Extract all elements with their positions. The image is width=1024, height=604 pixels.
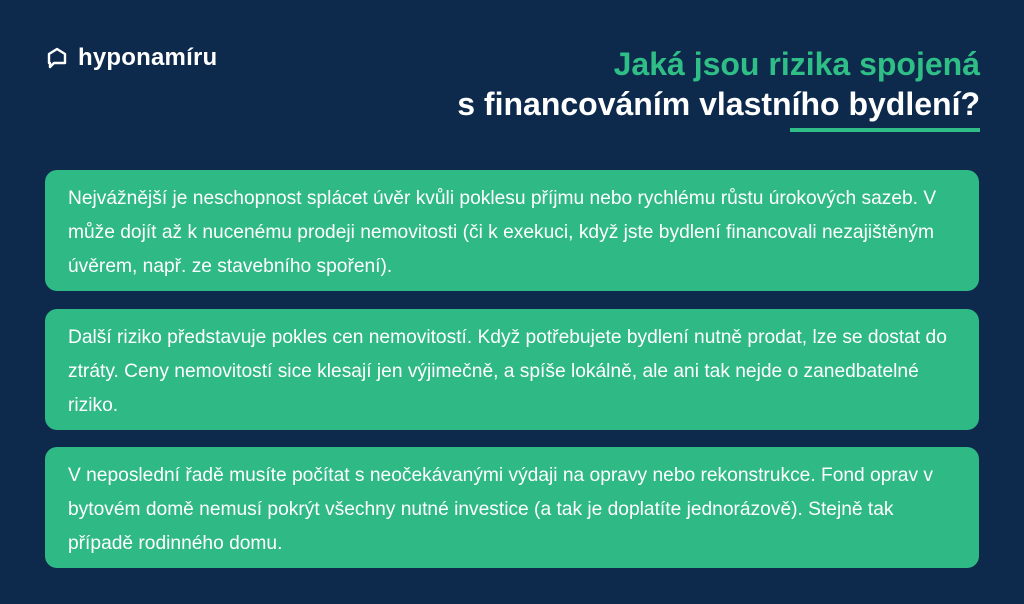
title-underline xyxy=(790,128,980,132)
brand-logo[interactable] xyxy=(46,46,217,70)
logo-text: hyponamíru xyxy=(78,44,218,71)
title-line-1: Jaká jsou rizika spojená xyxy=(613,46,980,82)
page-title xyxy=(457,44,980,124)
risk-card-prices xyxy=(45,309,979,430)
risk-card-repairs xyxy=(45,447,979,568)
risk-card-text: V neposlední řadě musíte počítat s neočekávanými výdaji na opravy nebo rekonstrukce. Fond oprav v bytovém domě nemusí pokrýt všechny nutné investice (a tak je doplatíte jednorázově). Stejně tak případě rodinného domu. xyxy=(68,465,933,554)
risk-card-text: Další riziko představuje pokles cen nemovitostí. Když potřebujete bydlení nutně prodat, lze se dostat do ztráty. Ceny nemovitostí sice klesají jen výjimečně, a spíše lokálně, ale ani tak nejde o zanedbatelné riziko. xyxy=(68,327,947,416)
risk-card-text: Nejvážnější je neschopnost splácet úvěr kvůli poklesu příjmu nebo rychlému růstu úrokových sazeb. V může dojít až k nucenému prodeji nemovitosti (či k exekuci, když jste bydlení financovali nezajištěným úvěrem, např. ze stavebního spoření). xyxy=(68,188,937,277)
risk-card-income xyxy=(45,170,979,291)
chat-bubble-icon xyxy=(46,47,68,69)
title-line-2: s financováním vlastního bydlení? xyxy=(457,86,980,122)
